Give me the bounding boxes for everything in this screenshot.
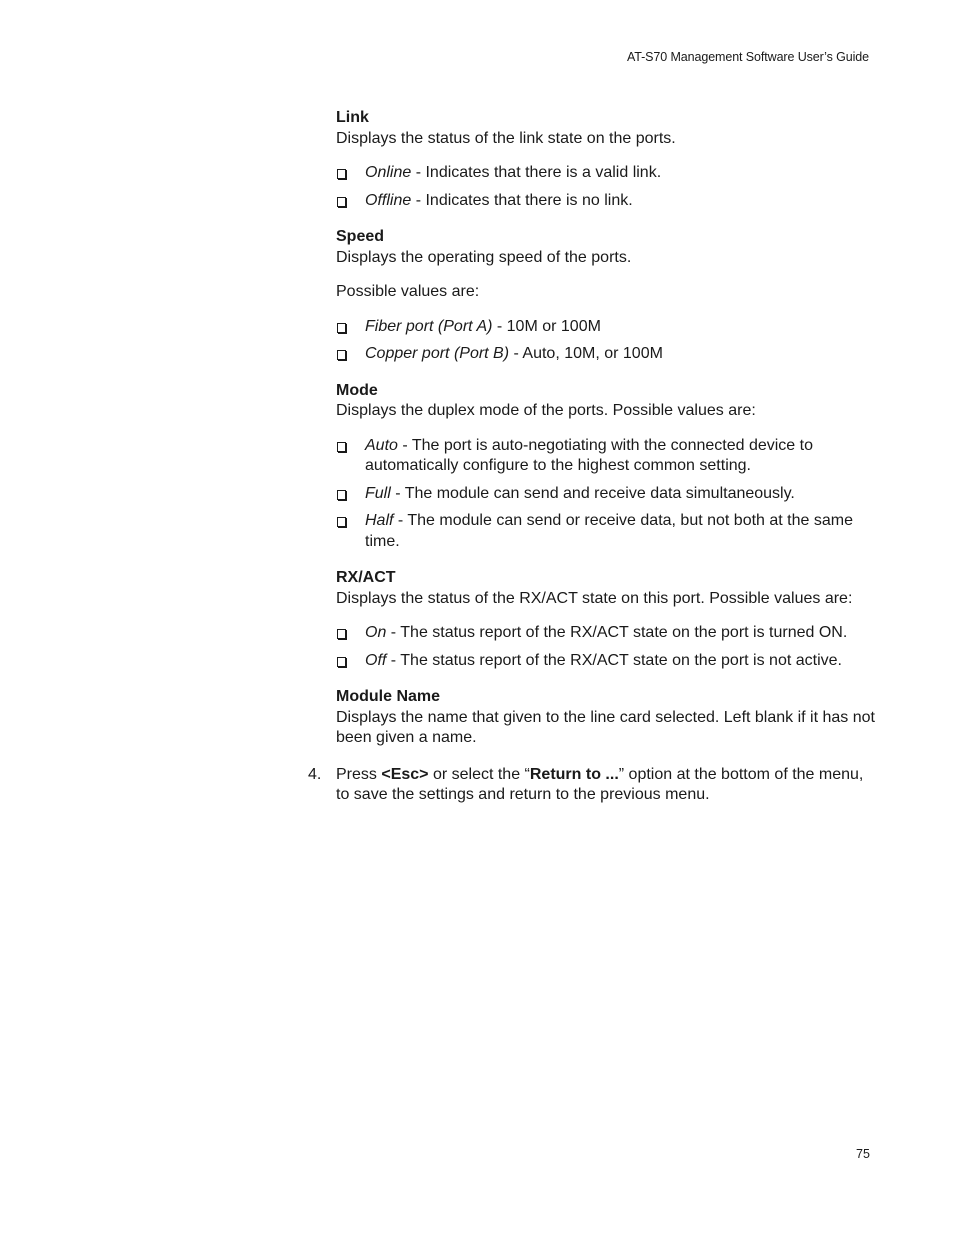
section-note: Possible values are:: [336, 283, 480, 300]
checkbox-bullet-icon: [337, 169, 346, 179]
section-module-name: [336, 687, 876, 749]
section-description: Displays the status of the RX/ACT state on this port. Possible values are:: [336, 589, 853, 607]
list-item: Online - Indicates that there is a valid link.: [336, 163, 876, 184]
checkbox-bullet-icon: [337, 517, 346, 527]
section-mode: [336, 381, 876, 553]
checkbox-bullet-icon: [337, 442, 346, 452]
list-item: Full - The module can send and receive data simultaneously.: [336, 484, 876, 505]
checkbox-bullet-icon: [337, 657, 346, 667]
checkbox-bullet-icon: [337, 490, 346, 500]
list-item: Off - The status report of the RX/ACT state on the port is not active.: [336, 651, 876, 672]
running-header: AT-S70 Management Software User’s Guide: [626, 50, 869, 64]
section-title: RX/ACT: [336, 569, 396, 586]
checkbox-bullet-icon: [337, 323, 346, 333]
list-item: Copper port (Port B) - Auto, 10M, or 100M: [336, 344, 876, 365]
bullet-list: [336, 623, 876, 671]
list-item: Half - The module can send or receive data, but not both at the same time.: [336, 511, 876, 552]
checkbox-bullet-icon: [337, 629, 346, 639]
section-title: Link: [336, 109, 369, 126]
section-description: Displays the operating speed of the ports.: [336, 248, 632, 266]
procedure-step: 4. Press <Esc> or select the “Return to ...” option at the bottom of the menu, to save the settings and return to the previous menu.: [308, 765, 864, 803]
step-number: 4.: [308, 765, 322, 783]
bullet-list: [336, 436, 876, 553]
section-title: Module Name: [336, 688, 441, 705]
section-description: Displays the duplex mode of the ports. Possible values are:: [336, 402, 756, 419]
checkbox-bullet-icon: [337, 197, 346, 207]
section-rx-act: [336, 568, 876, 671]
list-item: Fiber port (Port A) - 10M or 100M: [336, 317, 876, 338]
section-link: [336, 108, 876, 211]
list-item: Auto - The port is auto-negotiating with the connected device to automatically configure to the highest common setting.: [336, 436, 876, 477]
section-title: Speed: [336, 228, 385, 245]
page-content: [308, 108, 876, 806]
section-speed: [336, 227, 876, 365]
list-item: Offline - Indicates that there is no link.: [336, 191, 876, 212]
bullet-list: [336, 317, 876, 365]
page-number: 75: [856, 1147, 870, 1161]
bullet-list: [336, 163, 876, 211]
list-item: On - The status report of the RX/ACT state on the port is turned ON.: [336, 623, 876, 644]
checkbox-bullet-icon: [337, 350, 346, 360]
section-title: Mode: [336, 381, 378, 399]
section-description: Displays the status of the link state on the ports.: [336, 129, 676, 147]
section-description: Displays the name that given to the line card selected. Left blank if it has not been given a name.: [336, 708, 875, 746]
